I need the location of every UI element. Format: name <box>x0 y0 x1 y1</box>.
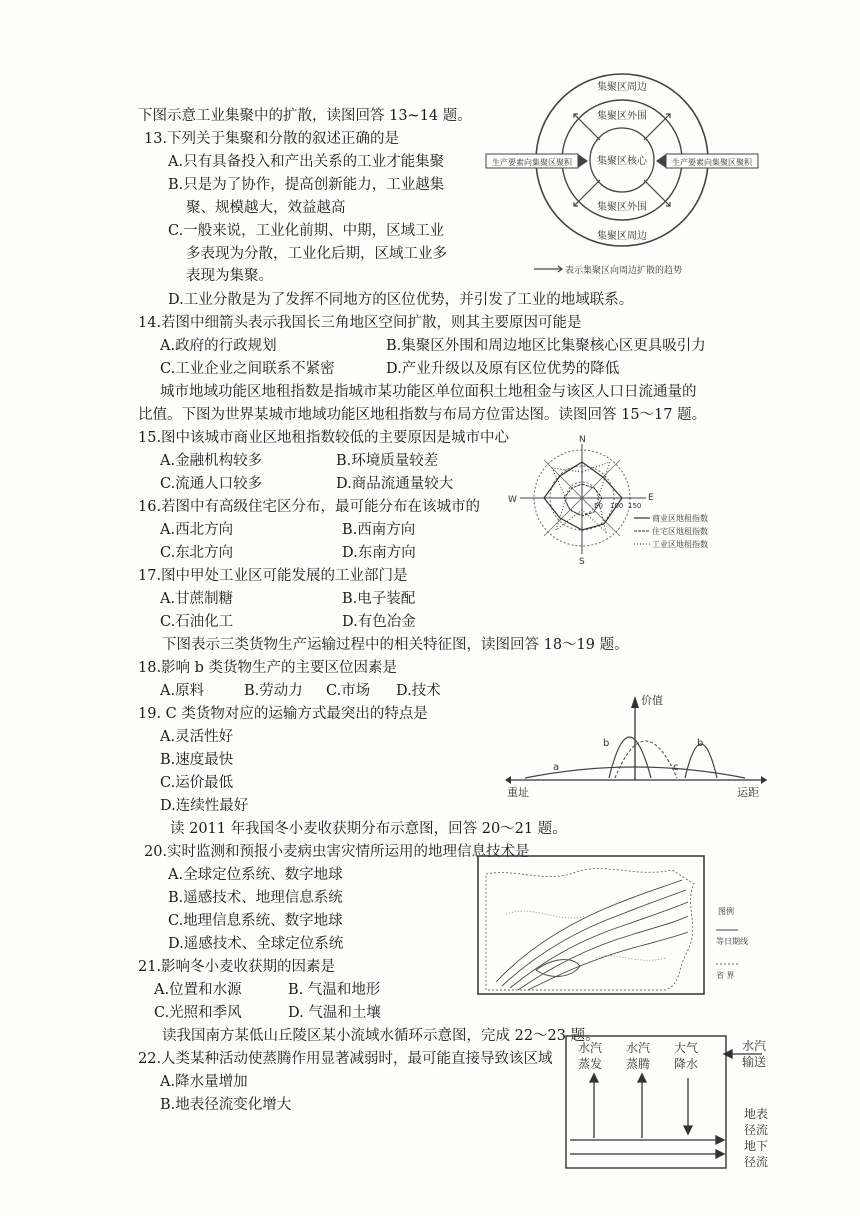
intro-15-line2: 比值。下图为世界某城市地域功能区地租指数与布局方位雷达图。读图回答 15～17 题。 <box>138 407 707 423</box>
q22-option-b: B.地表径流变化增大 <box>160 1097 292 1113</box>
q15-option-d: D.商品流通量较大 <box>336 476 454 492</box>
fig5-vapor-line1: 水汽 <box>742 1039 767 1053</box>
q16-option-a: A.西北方向 <box>160 522 234 538</box>
fig1-outer-top: 集聚区周边 <box>597 82 647 93</box>
fig1-outer-bottom: 集聚区周边 <box>597 231 647 242</box>
radar-west-label: W <box>508 495 517 505</box>
q14-stem: 14.若图中细箭头表示我国长三角地区空间扩散，则其主要原因可能是 <box>138 315 582 331</box>
q16-option-c: C.东北方向 <box>160 545 234 561</box>
q13-stem: 13.下列关于集聚和分散的叙述正确的是 <box>144 131 400 147</box>
radar-legend-industrial: 工业区地租指数 <box>652 540 708 549</box>
q19-option-c: C.运价最低 <box>160 775 234 791</box>
q16-option-d: D.东南方向 <box>342 545 416 561</box>
radar-legend-residential: 住宅区地租指数 <box>652 527 708 536</box>
fig3-y-label: 价值 <box>641 694 663 707</box>
water-cycle-diagram <box>564 1034 782 1170</box>
fig5-surface-line2: 径流 <box>744 1123 769 1137</box>
q19-option-d: D.连续性最好 <box>160 798 249 814</box>
q14-option-c: C.工业企业之间联系不紧密 <box>160 361 335 377</box>
fig4-legend-border: 省 界 <box>716 971 735 980</box>
q20-stem: 20.实时监测和预报小麦病虫害灾情所运用的地理信息技术是 <box>144 844 530 860</box>
q20-option-d: D.遥感技术、全球定位系统 <box>168 936 344 952</box>
fig5-precip-line2: 降水 <box>674 1057 699 1071</box>
q13-option-c-cont1: 多表现为分散，工业化后期，区域工业多 <box>186 246 447 262</box>
radar-legend-commercial: 商业区地租指数 <box>652 514 708 523</box>
q13-option-a: A.只有具备投入和产出关系的工业才能集聚 <box>168 154 445 170</box>
fig1-core: 集聚区核心 <box>597 156 647 167</box>
q13-option-b-cont: 聚、规模越大，效益越高 <box>186 200 346 216</box>
radar-tick-50: 50 <box>594 502 603 510</box>
q16-option-b: B.西南方向 <box>342 522 416 538</box>
agglomeration-diagram <box>482 70 762 285</box>
radar-north-label: N <box>579 435 586 445</box>
q21-stem: 21.影响冬小麦收获期的因素是 <box>138 959 336 975</box>
fig5-precip-line1: 大气 <box>674 1041 699 1055</box>
q16-stem: 16.若图中有高级住宅区分布，最可能分布在该城市的 <box>138 499 481 515</box>
fig3-curve-a: a <box>553 762 560 773</box>
q19-option-a: A.灵活性好 <box>160 729 234 745</box>
q19-option-b: B.速度最快 <box>160 752 234 768</box>
fig3-x-left: 重址 <box>507 786 529 799</box>
q14-option-a: A.政府的行政规划 <box>160 338 277 354</box>
q18-option-b: B.劳动力 <box>244 683 303 699</box>
q21-option-b: B. 气温和地形 <box>288 982 381 998</box>
intro-15-line1: 城市地域功能区地租指数是指城市某功能区单位面积土地租金与该区人口日流通量的 <box>160 384 697 400</box>
radar-tick-150: 150 <box>628 502 642 510</box>
radar-south-label: S <box>579 557 585 567</box>
intro-13: 下图示意工业集聚中的扩散，读图回答 13~14 题。 <box>138 108 472 124</box>
wheat-harvest-map <box>476 854 762 998</box>
fig1-middle-bottom: 集聚区外围 <box>597 202 647 213</box>
q18-option-c: C.市场 <box>326 683 371 699</box>
fig4-legend-title: 图例 <box>718 907 734 916</box>
q17-option-a: A.甘蔗制糖 <box>160 591 234 607</box>
fig3-curve-b2: b <box>697 738 704 749</box>
fig5-evap-line2: 蒸发 <box>578 1057 603 1071</box>
q15-stem: 15.图中该城市商业区地租指数较低的主要原因是城市中心 <box>138 430 510 446</box>
q20-option-b: B.遥感技术、地理信息系统 <box>168 890 343 906</box>
q18-option-a: A.原料 <box>160 683 205 699</box>
q15-option-b: B.环境质量较差 <box>336 453 439 469</box>
fig5-ground-line1: 地下 <box>744 1139 769 1153</box>
q18-stem: 18.影响 b 类货物生产的主要区位因素是 <box>138 660 398 676</box>
q17-stem: 17.图中甲处工业区可能发展的工业部门是 <box>138 568 408 584</box>
q21-option-a: A.位置和水源 <box>154 982 242 998</box>
fig5-surface-line1: 地表 <box>744 1107 769 1121</box>
fig1-middle-top: 集聚区外围 <box>597 111 647 122</box>
intro-22: 读我国南方某低山丘陵区某小流域水循环示意图，完成 22～23 题。 <box>162 1028 600 1044</box>
q13-option-b: B.只是为了协作，提高创新能力，工业越集 <box>168 177 445 193</box>
fig3-x-right: 运距 <box>737 786 759 799</box>
q17-option-d: D.有色冶金 <box>342 614 416 630</box>
q13-option-c-cont2: 表现为集聚。 <box>186 268 273 284</box>
q21-option-d: D. 气温和土壤 <box>288 1005 381 1021</box>
q18-option-d: D.技术 <box>396 683 441 699</box>
q22-option-a: A.降水量增加 <box>160 1074 248 1090</box>
q13-option-d: D.工业分散是为了发挥不同地方的区位优势，并引发了工业的地域联系。 <box>168 292 634 308</box>
intro-20: 读 2011 年我国冬小麦收获期分布示意图，回答 20～21 题。 <box>170 821 567 837</box>
goods-value-curves <box>505 690 785 802</box>
fig4-legend-isoline: 等日期线 <box>716 937 748 946</box>
fig1-left-label: 生产要素向集聚区聚积 <box>492 158 572 167</box>
q14-option-b: B.集聚区外围和周边地区比集聚核心区更具吸引力 <box>386 338 706 354</box>
fig3-curve-b1: b <box>603 738 610 749</box>
fig5-evap-line1: 水汽 <box>578 1041 603 1055</box>
fig5-vapor-line2: 输送 <box>742 1055 767 1069</box>
q15-option-a: A.金融机构较多 <box>160 453 263 469</box>
fig1-legend: 表示集聚区向周边扩散的趋势 <box>565 266 683 276</box>
q13-option-c: C.一般来说，工业化前期、中期，区域工业 <box>168 223 445 239</box>
fig5-transp-line2: 蒸腾 <box>626 1057 651 1071</box>
q17-option-b: B.电子装配 <box>342 591 416 607</box>
q21-option-c: C.光照和季风 <box>154 1005 242 1021</box>
radar-east-label: E <box>648 493 654 503</box>
radar-tick-100: 100 <box>610 502 624 510</box>
q15-option-c: C.流通人口较多 <box>160 476 263 492</box>
q20-option-c: C.地理信息系统、数字地球 <box>168 913 343 929</box>
q19-stem: 19. C 类货物对应的运输方式最突出的特点是 <box>138 706 428 722</box>
fig5-ground-line2: 径流 <box>744 1155 769 1169</box>
rent-index-radar <box>506 432 716 568</box>
q14-option-d: D.产业升级以及原有区位优势的降低 <box>386 361 620 377</box>
fig1-right-label: 生产要素向集聚区聚积 <box>672 158 752 167</box>
fig5-transp-line1: 水汽 <box>626 1041 651 1055</box>
q22-stem: 22.人类某种活动使蒸腾作用显著减弱时，最可能直接导致该区域 <box>138 1051 553 1067</box>
q20-option-a: A.全球定位系统、数字地球 <box>168 867 343 883</box>
intro-18: 下图表示三类货物生产运输过程中的相关特征图，读图回答 18～19 题。 <box>162 637 629 653</box>
fig3-curve-c: c <box>673 762 679 773</box>
q17-option-c: C.石油化工 <box>160 614 234 630</box>
